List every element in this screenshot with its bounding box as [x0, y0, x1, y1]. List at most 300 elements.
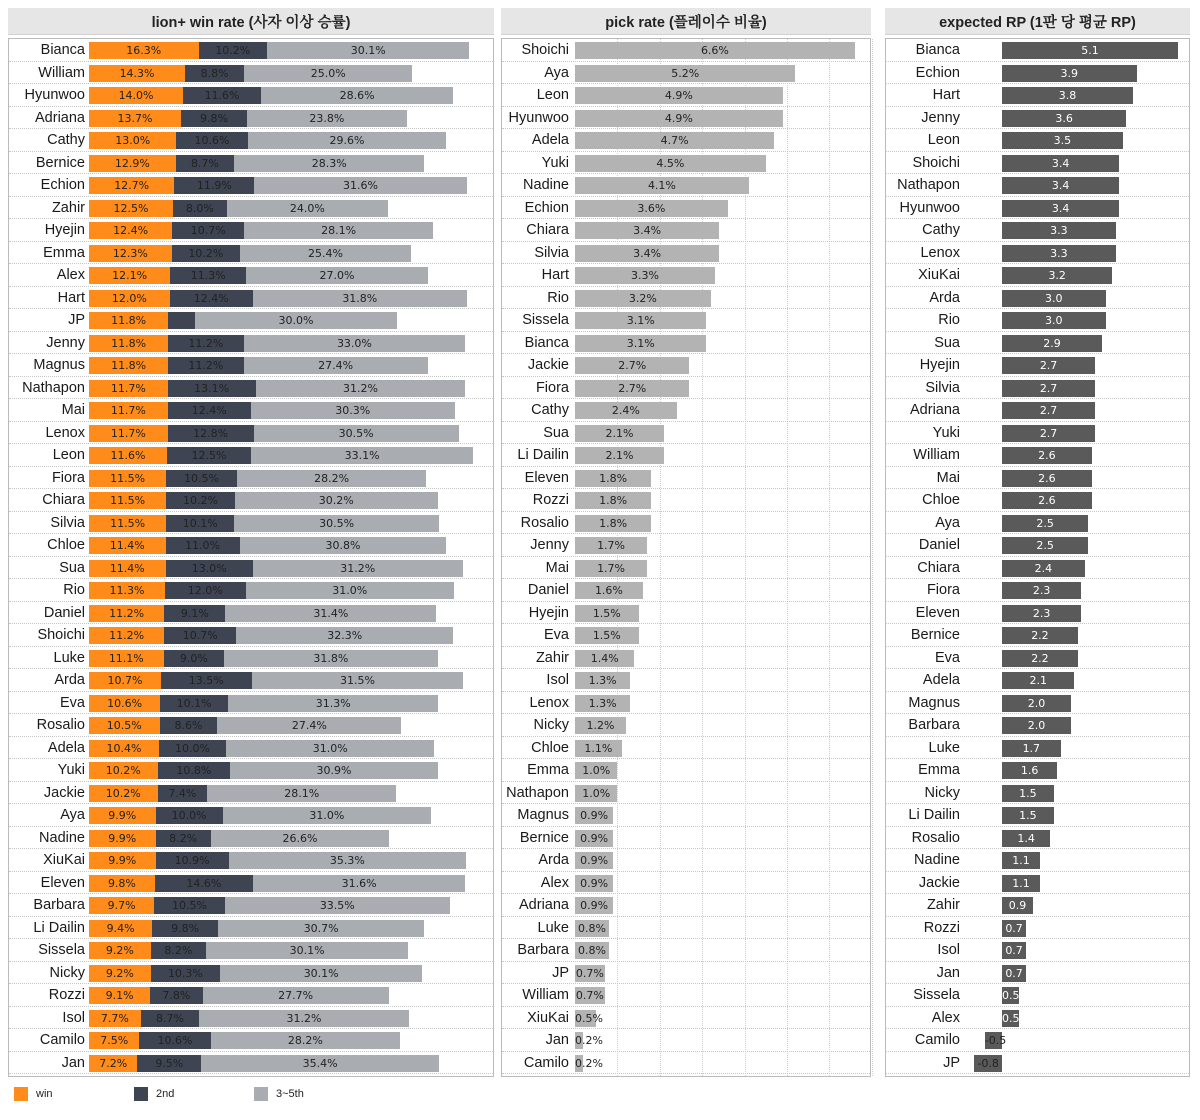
category-label: Echion [40, 177, 85, 193]
data-label: 7.7% [100, 1011, 129, 1025]
pick-rate-bar [575, 110, 783, 127]
second-bar-segment [152, 920, 218, 937]
bar-row [886, 264, 1189, 287]
data-label: 10.5% [171, 899, 207, 912]
pick-rate-bar [575, 942, 609, 959]
data-label: 11.8% [111, 314, 147, 327]
bar-row [502, 512, 870, 535]
category-label: William [38, 64, 85, 81]
data-label: 10.2% [183, 494, 218, 507]
data-label: 12.9% [114, 156, 150, 170]
data-label: 0.2% [575, 1056, 603, 1070]
second-bar-segment [156, 830, 211, 847]
win-bar-segment [89, 335, 168, 352]
win-bar-segment [89, 740, 159, 757]
data-label: 0.9% [580, 854, 609, 867]
data-label: 28.2% [287, 1034, 323, 1047]
top5-bar-segment [220, 965, 422, 982]
category-label: Nicky [49, 964, 85, 981]
top5-bar-segment [267, 42, 469, 59]
data-label: 30.3% [335, 404, 371, 417]
pick-rate-bar [575, 807, 613, 824]
data-label: 10.2% [188, 246, 224, 260]
data-label: 9.8% [107, 876, 136, 890]
category-label: Silvia [925, 379, 960, 396]
category-label: Emma [527, 762, 569, 778]
data-label: 1.7 [1022, 741, 1041, 755]
second-bar-segment [166, 470, 237, 487]
data-label: 7.5% [100, 1034, 129, 1047]
bar-row [502, 197, 870, 220]
bar-row [886, 782, 1189, 805]
win-bar-segment [89, 695, 160, 712]
bar-row [9, 107, 493, 130]
category-label: Rosalio [520, 514, 569, 531]
category-label: Li Dailin [908, 807, 960, 823]
data-label: 1.2% [586, 719, 615, 732]
second-bar-segment [158, 785, 208, 802]
bar-row [502, 287, 870, 310]
second-bar-segment [168, 380, 256, 397]
bar-row [502, 894, 870, 917]
pick-rate-bar [575, 537, 647, 554]
data-label: 23.8% [309, 111, 345, 125]
pick-rate-bar [575, 447, 664, 464]
category-label: Emma [43, 244, 85, 261]
data-label: 1.5 [1019, 809, 1037, 822]
data-label: 3.5 [1053, 134, 1072, 147]
data-label: 0.8% [577, 921, 606, 935]
category-label: Emma [918, 762, 960, 778]
category-label: XiuKai [527, 1009, 569, 1026]
category-label: Yuki [932, 424, 960, 441]
pick-rate-bar [575, 290, 711, 307]
bar-row [502, 1029, 870, 1052]
data-label: 1.6 [1020, 764, 1039, 777]
data-label: 12.0% [187, 584, 223, 597]
category-label: Hyejin [44, 222, 85, 238]
bar-row [502, 534, 870, 557]
win-bar-segment [89, 1032, 139, 1049]
win-bar-segment [89, 650, 164, 667]
data-label: 0.9% [580, 831, 609, 845]
second-bar-segment [139, 1032, 210, 1049]
category-label: Zahir [535, 649, 569, 666]
second-bar-segment [166, 560, 253, 577]
win-bar-segment [89, 582, 165, 599]
pick-rate-bar [575, 987, 605, 1004]
bar-row [9, 872, 493, 895]
data-label: 12.8% [193, 426, 229, 440]
data-label: 11.2% [188, 336, 224, 350]
second-bar-segment [173, 200, 227, 217]
category-label: Silvia [50, 514, 85, 531]
data-label: 2.9 [1043, 336, 1061, 350]
data-label: 35.4% [302, 1056, 338, 1070]
data-label: 2.3 [1032, 606, 1051, 620]
top5-bar-segment [261, 87, 453, 104]
expected-rp-bar [1002, 897, 1033, 914]
data-label: 8.6% [174, 719, 203, 732]
category-label: Sua [543, 424, 569, 441]
data-label: 1.0% [582, 786, 611, 800]
data-label: 12.4% [193, 291, 229, 305]
pick-rate-bar [575, 222, 719, 239]
second-bar-segment [172, 245, 241, 262]
bar-row [9, 1052, 493, 1075]
data-label: 2.7% [618, 359, 647, 372]
top5-bar-segment [203, 987, 389, 1004]
category-label: Eleven [40, 874, 85, 891]
bar-row [886, 624, 1189, 647]
data-label: 0.5% [575, 1011, 603, 1025]
data-label: 10.6% [107, 696, 143, 710]
data-label: 32.3% [327, 629, 363, 642]
category-label: XiuKai [43, 852, 85, 868]
data-label: 3.4 [1051, 201, 1070, 215]
category-label: Magnus [517, 807, 569, 823]
pick-rate-bar [575, 830, 613, 847]
bar-row [9, 782, 493, 805]
second-bar-segment [164, 650, 224, 667]
category-label: Bernice [519, 829, 569, 846]
bar-row [886, 1029, 1189, 1052]
category-label: Chiara [42, 492, 85, 508]
bar-row [9, 647, 493, 670]
top5-bar-segment [251, 402, 455, 419]
bar-row [886, 309, 1189, 332]
legend-label: win [36, 1088, 53, 1100]
bar-row [886, 804, 1189, 827]
category-label: Jenny [530, 537, 569, 553]
data-label: 33.5% [319, 899, 355, 912]
category-label: Chloe [531, 739, 569, 756]
top5-bar-segment [223, 807, 431, 824]
category-label: Li Dailin [517, 447, 569, 463]
category-label: Alex [540, 874, 569, 891]
data-label: 30.1% [350, 44, 386, 57]
data-label: 0.7 [1005, 944, 1023, 957]
category-label: Rozzi [48, 987, 85, 1003]
second-bar-segment [155, 875, 253, 892]
bar-row [502, 444, 870, 467]
data-label: 0.7% [575, 989, 604, 1002]
data-label: 2.6 [1038, 471, 1056, 485]
top5-bar-segment [251, 447, 473, 464]
data-label: 10.7% [190, 224, 226, 237]
bar-row [886, 444, 1189, 467]
expected-rp-bar [1002, 447, 1092, 464]
win-bar-segment [89, 492, 166, 509]
category-label: Yuki [541, 154, 569, 171]
category-label: Isol [546, 672, 569, 688]
pick-rate-bar [575, 1010, 603, 1027]
category-label: Shoichi [912, 154, 960, 171]
bar-row [886, 242, 1189, 265]
category-label: Aya [60, 807, 85, 823]
expected-rp-bar [1002, 312, 1106, 329]
bar-row [9, 129, 493, 152]
expected-rp-bar [1002, 582, 1081, 599]
category-label: Adriana [910, 402, 960, 418]
second-bar-segment [161, 672, 252, 689]
bar-row [9, 962, 493, 985]
win-bar-segment [89, 312, 168, 329]
data-label: 14.0% [118, 89, 154, 102]
bar-row [502, 624, 870, 647]
second-bar-segment [185, 65, 244, 82]
bar-row [886, 377, 1189, 400]
bar-row [886, 1007, 1189, 1030]
pick-rate-title: pick rate (플레이수 비율) [501, 8, 871, 35]
category-label: Daniel [527, 582, 569, 598]
top5-bar-segment [240, 537, 447, 554]
category-label: Daniel [918, 537, 960, 553]
data-label: 3.0 [1045, 314, 1063, 327]
data-label: 3.2 [1048, 269, 1066, 282]
top5-bar-segment [224, 650, 438, 667]
category-label: Sissela [38, 942, 85, 958]
data-label: 10.2% [105, 764, 141, 777]
category-label: Shoichi [37, 627, 85, 643]
data-label: 35.3% [329, 854, 365, 867]
data-label: 11.1% [108, 651, 144, 665]
pick-rate-bar [575, 267, 715, 284]
data-label: 0.5 [1002, 989, 1020, 1002]
expected-rp-bar [1002, 830, 1050, 847]
data-label: 3.1% [626, 336, 655, 350]
top5-bar-segment [217, 717, 401, 734]
data-label: 31.8% [313, 651, 349, 665]
data-label: 8.2% [164, 944, 193, 957]
data-label: 11.2% [109, 629, 145, 642]
data-label: 11.5% [110, 471, 146, 485]
data-label: 3.0 [1045, 291, 1063, 305]
bar-row [502, 242, 870, 265]
category-label: Nadine [914, 852, 960, 868]
bar-row [502, 872, 870, 895]
data-label: 11.6% [110, 449, 146, 462]
data-label: 3.8 [1058, 89, 1077, 102]
data-label: 2.7% [618, 381, 647, 395]
top5-bar-segment [225, 897, 450, 914]
category-label: Chiara [917, 559, 960, 576]
category-label: Jackie [43, 784, 85, 801]
second-bar-segment [170, 290, 253, 307]
top5-bar-segment [244, 65, 412, 82]
bar-row [502, 422, 870, 445]
category-label: Hyunwoo [508, 109, 569, 126]
data-label: 31.2% [340, 561, 376, 575]
category-label: Li Dailin [33, 919, 85, 936]
bar-row [9, 669, 493, 692]
bar-row [886, 849, 1189, 872]
data-label: 1.4 [1017, 831, 1035, 845]
data-label: 28.1% [284, 786, 320, 800]
data-label: 33.1% [344, 449, 380, 462]
win-bar-segment [89, 110, 181, 127]
category-label: Magnus [908, 694, 960, 711]
bar-row [9, 849, 493, 872]
win-bar-segment [89, 605, 164, 622]
data-label: 13.1% [194, 381, 230, 395]
win-bar-segment [89, 222, 172, 239]
category-label: Barbara [517, 942, 569, 958]
data-label: 1.4% [590, 651, 619, 665]
data-label: 28.1% [321, 224, 357, 237]
top5-bar-segment [207, 785, 396, 802]
win-bar-segment [89, 155, 176, 172]
data-label: 28.3% [311, 156, 347, 170]
data-label: 12.1% [112, 269, 148, 282]
expected-rp-bar [974, 1055, 1002, 1072]
data-label: 28.6% [339, 89, 375, 102]
expected-rp-bar [1002, 987, 1019, 1004]
pick-rate-bar [575, 425, 664, 442]
bar-row [9, 62, 493, 85]
top5-bar-segment [211, 830, 390, 847]
expected-rp-bar [1002, 560, 1085, 577]
category-label: Luke [928, 739, 960, 756]
data-label: 3.6 [1055, 111, 1073, 125]
bar-row [9, 602, 493, 625]
bar-row [502, 962, 870, 985]
second-bar-segment [168, 335, 243, 352]
win-bar-segment [89, 380, 168, 397]
category-label: Rio [938, 312, 960, 328]
pick-rate-bar [575, 605, 639, 622]
category-label: Bianca [40, 42, 85, 58]
data-label: 8.8% [200, 66, 229, 80]
category-label: Alex [931, 1009, 960, 1026]
legend-swatch [254, 1087, 268, 1101]
expected-rp-bar [984, 1032, 1007, 1049]
win-bar-segment [89, 245, 172, 262]
expected-rp-bar [1002, 650, 1078, 667]
bar-row [886, 962, 1189, 985]
bar-row [886, 219, 1189, 242]
win-bar-segment [89, 515, 166, 532]
second-bar-segment [160, 695, 228, 712]
bar-row [9, 197, 493, 220]
category-label: Camilo [39, 1032, 85, 1048]
category-label: Rosalio [911, 829, 960, 846]
data-label: 2.1 [1029, 674, 1047, 687]
second-bar-segment [150, 987, 202, 1004]
win-bar-segment [89, 807, 156, 824]
category-label: Rozzi [923, 919, 960, 936]
bar-row [502, 264, 870, 287]
bar-row [9, 377, 493, 400]
data-label: 30.7% [303, 921, 339, 935]
bar-row [9, 422, 493, 445]
bar-row [502, 332, 870, 355]
data-label: 2.3 [1032, 584, 1051, 597]
top5-bar-segment [253, 560, 463, 577]
data-label: 8.7% [190, 156, 219, 170]
data-label: 2.7 [1039, 404, 1058, 417]
data-label: -0.5 [984, 1034, 1007, 1047]
category-label: Echion [524, 199, 569, 216]
bar-row [502, 107, 870, 130]
category-label: Hart [541, 267, 569, 283]
win-bar-segment [89, 897, 154, 914]
data-label: 10.6% [157, 1034, 193, 1047]
pick-rate-bar [575, 785, 617, 802]
data-label: 12.0% [111, 291, 147, 305]
win-bar-segment [89, 425, 168, 442]
data-label: 0.8% [577, 944, 606, 957]
bar-row [886, 107, 1189, 130]
bar-row [502, 377, 870, 400]
expected-rp-bar [1002, 537, 1088, 554]
data-label: 29.6% [329, 134, 365, 147]
data-label: 9.7% [107, 899, 136, 912]
category-label: Jenny [921, 109, 960, 126]
data-label: 9.1% [180, 606, 209, 620]
bar-row [886, 984, 1189, 1007]
second-bar-segment [168, 402, 251, 419]
bar-row [886, 354, 1189, 377]
data-label: 33.0% [336, 336, 372, 350]
win-bar-segment [89, 672, 161, 689]
category-label: Adriana [35, 109, 85, 126]
top5-bar-segment [254, 425, 459, 442]
data-label: 10.8% [176, 764, 212, 777]
data-label: 11.4% [109, 561, 145, 575]
data-label: 3.4 [1051, 179, 1070, 192]
data-label: 10.9% [174, 854, 210, 867]
expected-rp-bar [1002, 492, 1092, 509]
bar-row [9, 692, 493, 715]
data-label: 0.9% [580, 876, 609, 890]
pick-rate-bar [575, 312, 706, 329]
expected-rp-bar [1002, 335, 1102, 352]
win-bar-segment [89, 627, 164, 644]
top5-bar-segment [244, 222, 433, 239]
category-label: Cathy [531, 402, 569, 418]
win-rate-title: lion+ win rate (사자 이상 승률) [8, 8, 494, 35]
category-label: Jenny [46, 334, 85, 351]
data-label: 1.1% [584, 741, 613, 755]
win-bar-segment [89, 560, 166, 577]
data-label: 1.0% [582, 764, 611, 777]
data-label: 11.7% [110, 426, 146, 440]
category-label: Magnus [33, 357, 85, 373]
data-label: 13.0% [191, 561, 227, 575]
category-label: Arda [54, 672, 85, 688]
data-label: 1.6% [594, 584, 623, 597]
bar-row [502, 984, 870, 1007]
category-label: Silvia [534, 244, 569, 261]
bar-row [502, 174, 870, 197]
top5-bar-segment [201, 1055, 439, 1072]
bar-row [9, 579, 493, 602]
data-label: 8.0% [185, 201, 214, 215]
second-bar-segment [168, 425, 254, 442]
category-label: Chiara [526, 222, 569, 238]
data-label: 31.2% [342, 381, 378, 395]
top5-bar-segment [244, 357, 428, 374]
bar-row [886, 872, 1189, 895]
category-label: Hyejin [919, 357, 960, 373]
data-label: 2.0 [1027, 696, 1046, 710]
bar-row [9, 939, 493, 962]
bar-row [9, 219, 493, 242]
data-label: 9.8% [171, 921, 200, 935]
top5-bar-segment [211, 1032, 401, 1049]
data-label: 11.2% [188, 359, 224, 372]
